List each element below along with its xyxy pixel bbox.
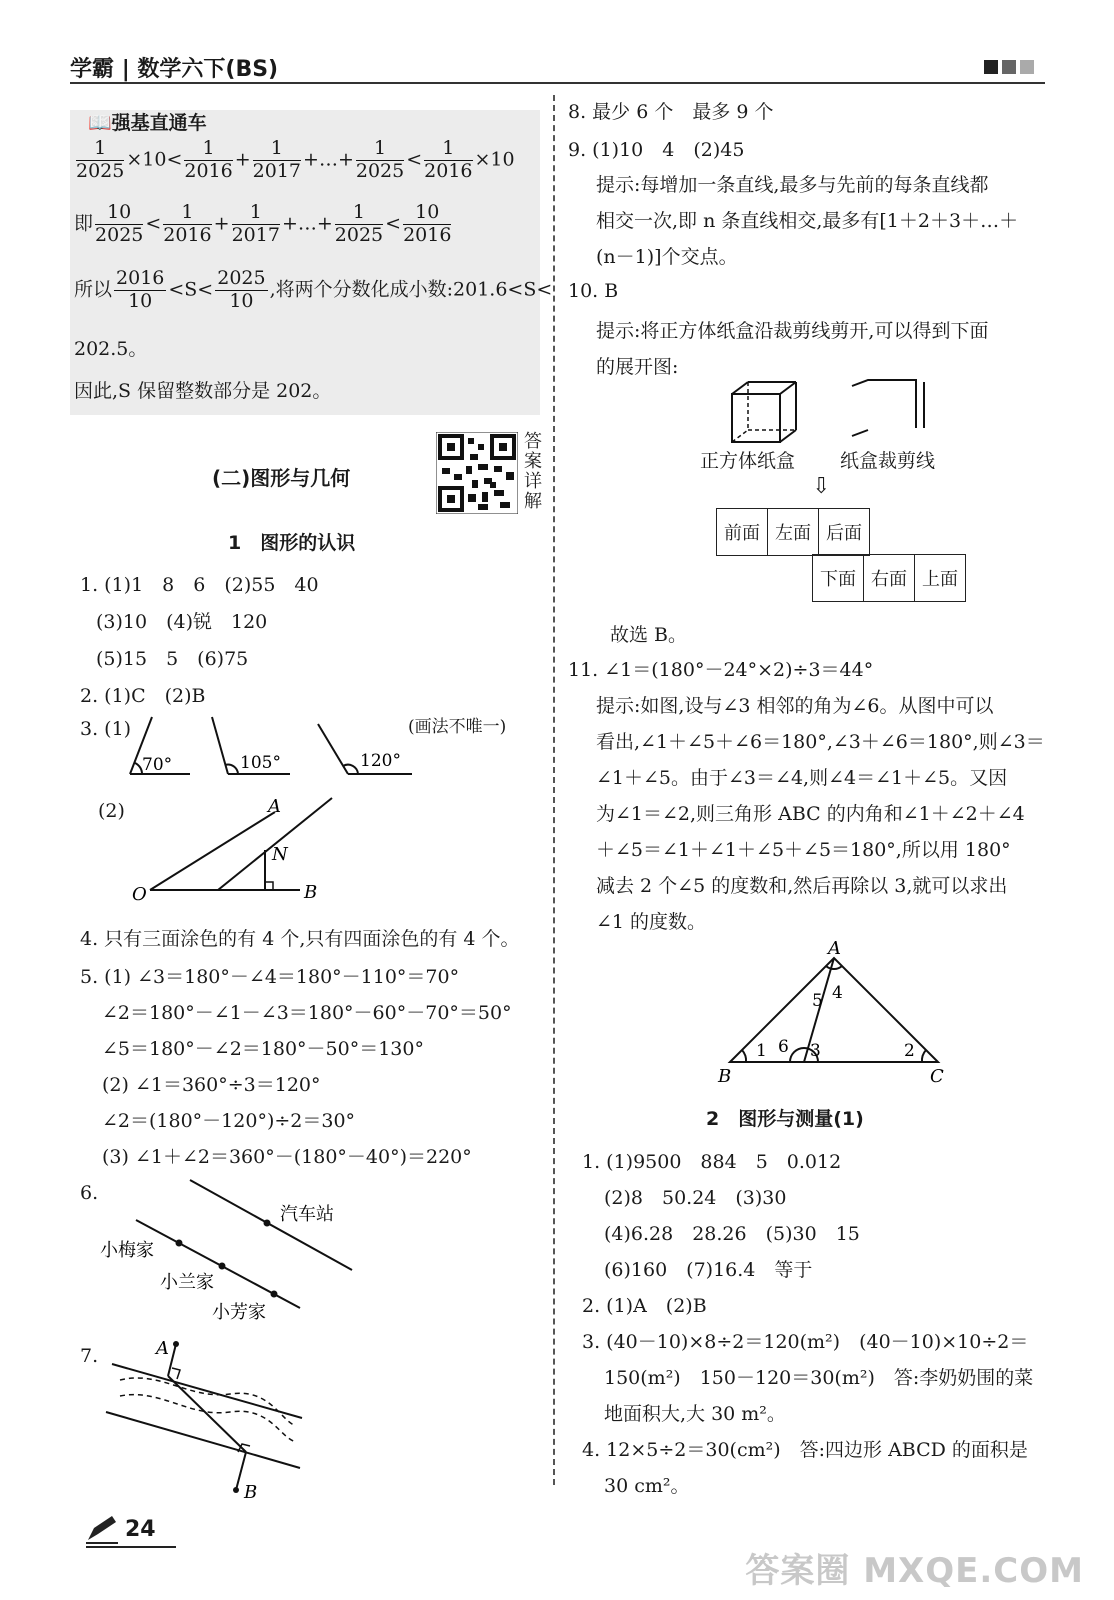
point-a: A	[156, 1338, 169, 1359]
angle-label-4: 4	[832, 983, 843, 1003]
cube-net-top-row	[716, 508, 870, 556]
answer-3-note: (画法不唯一)	[408, 717, 507, 737]
cutline-label: 纸盒裁剪线	[840, 450, 936, 472]
answer-5e: ∠2＝(180°－120°)÷2＝30°	[102, 1110, 356, 1132]
page-number-rule	[86, 1546, 176, 1548]
angle-label-2: 2	[904, 1041, 915, 1061]
vertex-c: C	[930, 1066, 944, 1086]
answer-11: 11. ∠1＝(180°－24°×2)÷3＝44°	[568, 659, 874, 681]
label-o: O	[132, 884, 147, 905]
road-line	[190, 1180, 352, 1270]
measure-1b: (2)8 50.24 (3)30	[604, 1187, 787, 1209]
river-bank-bottom	[106, 1412, 300, 1468]
measure-3b: 150(m²) 150－120＝30(m²) 答:李奶奶围的菜	[604, 1367, 1034, 1389]
header-rule	[70, 82, 1045, 84]
subsection-title-1: 1 图形的认识	[228, 532, 356, 554]
box-line-2: 即 $\frac{10}{2025}$ < $\frac{1}{2016}$ + $\frac{1}{2017}$ +…+ $\frac{1}{2025}$ < $\frac{10}{2016}$	[74, 201, 452, 246]
section-title: (二)图形与几何	[212, 466, 351, 490]
measure-1a: 1. (1)9500 884 5 0.012	[582, 1151, 842, 1173]
angle-70-label: 70°	[142, 755, 173, 775]
answer-4: 4. 只有三面涂色的有 4 个,只有四面涂色的有 4 个。	[80, 928, 520, 950]
cube-net-bottom-row	[812, 554, 966, 602]
box-line-4: 202.5。	[74, 338, 148, 360]
qr-code-icon[interactable]	[436, 432, 518, 514]
measure-1c: (4)6.28 28.26 (5)30 15	[604, 1223, 860, 1245]
hint-9-1: 提示:每增加一条直线,最多与先前的每条直线都	[596, 174, 989, 196]
lan-home-dot	[219, 1263, 226, 1270]
answer-7: 7.	[80, 1345, 99, 1367]
angle-label-3: 3	[810, 1041, 821, 1061]
book-icon: 📖	[88, 112, 112, 134]
hint-11-2: 看出,∠1＋∠5＋∠6＝180°,∠3＋∠6＝180°,则∠3＝	[596, 731, 1045, 753]
answer-9: 9. (1)10 4 (2)45	[568, 139, 745, 161]
measure-4a: 4. 12×5÷2＝30(cm²) 答:四边形 ABCD 的面积是	[582, 1439, 1028, 1461]
mei-home-dot	[176, 1240, 183, 1247]
angle-label-5: 5	[812, 991, 823, 1011]
cut-line	[852, 380, 916, 428]
hint-9-3: (n－1)]个交点。	[596, 246, 738, 268]
river-bridge-figure	[100, 1330, 320, 1510]
angle-105-label: 105°	[240, 753, 281, 773]
hint-11-4: 为∠1＝∠2,则三角形 ABC 的内角和∠1＋∠2＋∠4	[596, 803, 1025, 825]
measure-4b: 30 cm²。	[604, 1475, 690, 1497]
net-face: 后面	[819, 509, 870, 556]
vertex-b: B	[718, 1066, 732, 1086]
pencil-icon	[84, 1514, 120, 1544]
header-square-icon	[1002, 60, 1016, 74]
angle-label-1: 1	[756, 1041, 767, 1061]
qr-label: 答案详解	[524, 431, 542, 512]
angle-120-label: 120°	[360, 751, 401, 771]
column-divider	[553, 95, 555, 1485]
hint-10-2: 的展开图:	[596, 356, 679, 378]
parallel-perpendicular-figure	[120, 790, 340, 910]
answer-1a: 1. (1)1 8 6 (2)55 40	[80, 574, 319, 596]
answer-5b: ∠2＝180°－∠1－∠3＝180°－60°－70°＝50°	[102, 1002, 512, 1024]
label-n: N	[272, 844, 288, 865]
cube-and-cutline-figures	[728, 378, 958, 450]
measure-3a: 3. (40－10)×8÷2＝120(m²) (40－10)×10÷2＝	[582, 1331, 1029, 1353]
box-line-1: $\frac{1}{2025}$ ×10< $\frac{1}{2016}$ + $\frac{1}{2017}$ +…+ $\frac{1}{2025}$ < $\frac{1}{2016}$ ×10	[76, 137, 515, 182]
cube-label: 正方体纸盒	[700, 450, 796, 472]
measure-1d: (6)160 (7)16.4 等于	[604, 1259, 813, 1281]
lan-home-label: 小兰家	[160, 1272, 214, 1293]
hint-11-7: ∠1 的度数。	[596, 911, 707, 933]
angle-label-6: 6	[778, 1037, 789, 1057]
angle-drawings	[120, 712, 420, 782]
answer-3-2: (2)	[98, 800, 125, 822]
answer-3: 3. (1)	[80, 718, 132, 740]
answer-1b: (3)10 (4)锐 120	[96, 611, 268, 633]
answer-5a: 5. (1) ∠3＝180°－∠4＝180°－110°＝70°	[80, 966, 460, 988]
hint-11-1: 提示:如图,设与∠3 相邻的角为∠6。从图中可以	[596, 695, 994, 717]
mei-home-label: 小梅家	[100, 1240, 154, 1261]
bus-stop-label: 汽车站	[280, 1204, 334, 1225]
hint-11-3: ∠1＋∠5。由于∠3＝∠4,则∠4＝∠1＋∠5。又因	[596, 767, 1008, 789]
answer-5c: ∠5＝180°－∠2＝180°－50°＝130°	[102, 1038, 424, 1060]
bridge-a	[168, 1344, 176, 1376]
net-face: 右面	[864, 555, 915, 602]
fang-home-dot	[271, 1291, 278, 1298]
down-arrow-icon: ⇩	[812, 474, 831, 499]
cube-front	[732, 394, 780, 442]
fang-home-label: 小芳家	[212, 1302, 266, 1323]
bus-stop-dot	[264, 1220, 271, 1227]
vertex-a: A	[828, 938, 841, 959]
point-b: B	[244, 1482, 258, 1503]
page-number: 24	[125, 1517, 156, 1542]
answer-1c: (5)15 5 (6)75	[96, 648, 249, 670]
book-subject: 数学六下(BS)	[137, 57, 279, 82]
net-face: 左面	[768, 509, 819, 556]
hint-11-5: ＋∠5＝∠1＋∠1＋∠5＋∠5＝180°,所以用 180°	[596, 839, 1011, 861]
label-b: B	[304, 882, 318, 903]
answer-2: 2. (1)C (2)B	[80, 685, 206, 707]
net-face: 前面	[717, 509, 768, 556]
answer-8: 8. 最少 6 个 最多 9 个	[568, 101, 774, 123]
triangle-abc-figure	[712, 936, 952, 1086]
hint-11-6: 减去 2 个∠5 的度数和,然后再除以 3,就可以求出	[596, 875, 1008, 897]
label-a: A	[268, 796, 281, 817]
box-title: 📖强基直通车	[88, 112, 207, 134]
map-parallel-lines	[90, 1170, 380, 1330]
answer-5f: (3) ∠1＋∠2＝360°－(180°－40°)＝220°	[102, 1146, 472, 1168]
watermark: 答案圈 MXQE.COM	[745, 1551, 1084, 1591]
answer-10-conclusion: 故选 B。	[610, 624, 688, 646]
answer-10: 10. B	[568, 280, 619, 302]
measure-3c: 地面积大,大 30 m²。	[604, 1403, 786, 1425]
net-face: 上面	[915, 555, 966, 602]
hint-9-2: 相交一次,即 n 条直线相交,最多有[1＋2＋3＋…＋	[596, 210, 1019, 232]
answer-6: 6.	[80, 1182, 99, 1204]
header-square-icon	[984, 60, 998, 74]
hint-10-1: 提示:将正方体纸盒沿裁剪线剪开,可以得到下面	[596, 320, 989, 342]
running-header: 学霸 | 数学六下(BS)	[70, 57, 279, 82]
header-square-icon	[1020, 60, 1034, 74]
brand-logo: 学霸	[70, 57, 115, 82]
box-line-5: 因此,S 保留整数部分是 202。	[74, 380, 332, 402]
river-bank-top	[112, 1364, 302, 1418]
ray-oa	[150, 812, 275, 890]
box-line-3: 所以 $\frac{2016}{10}$ <S< $\frac{2025}{10}$ ,将两个分数化成小数:201.6<S<	[74, 267, 553, 312]
subsection-title-2: 2 图形与测量(1)	[706, 1108, 864, 1130]
answer-5d: (2) ∠1＝360°÷3＝120°	[102, 1074, 321, 1096]
measure-2: 2. (1)A (2)B	[582, 1295, 707, 1317]
net-face: 下面	[813, 555, 864, 602]
